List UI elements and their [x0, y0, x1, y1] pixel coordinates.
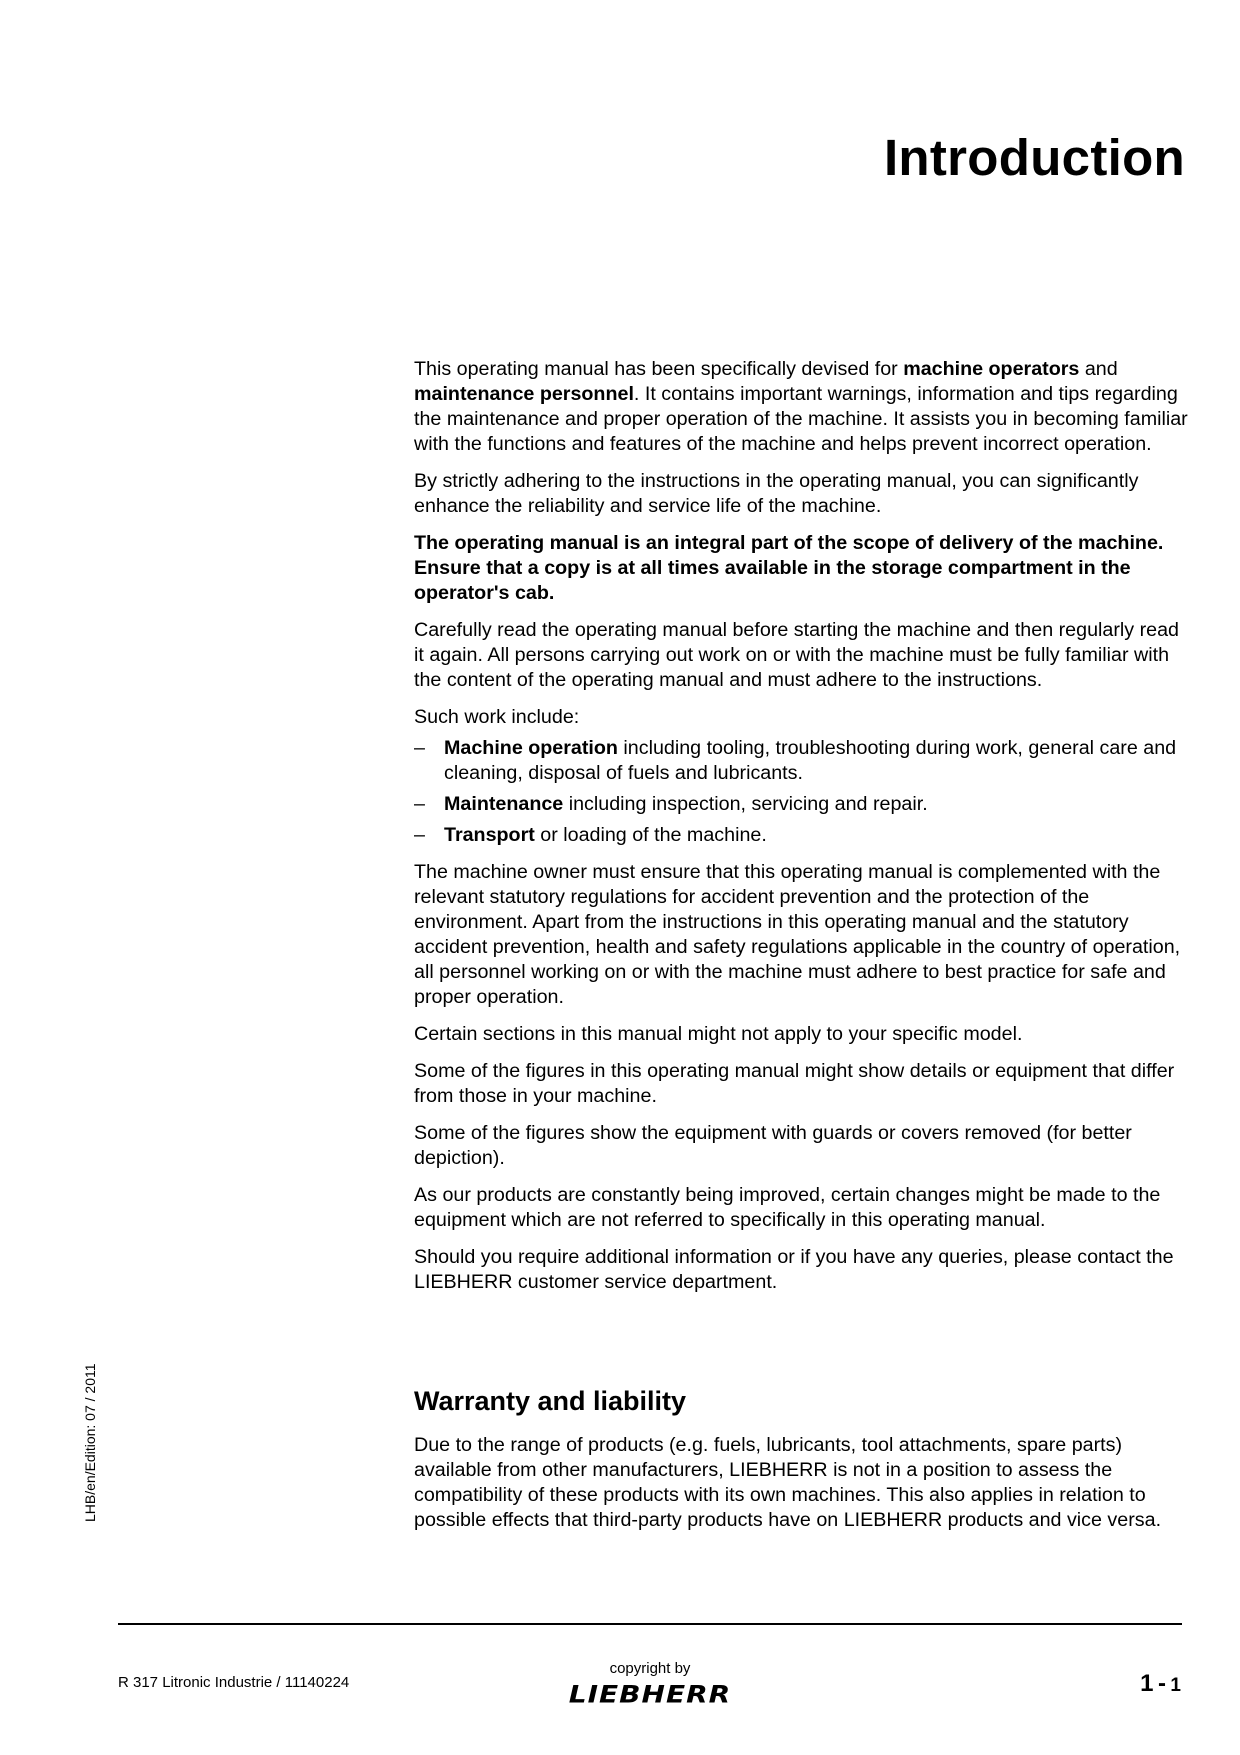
intro-paragraph-1	[414, 357, 1189, 457]
footer-branding	[550, 1660, 750, 1709]
warranty-content	[414, 1433, 1189, 1533]
section-heading-warranty: Warranty and liability	[414, 1386, 687, 1416]
list-item	[414, 736, 1189, 786]
liebherr-logo: LIEBHERR	[568, 1680, 732, 1709]
list-item-text: or loading of the machine.	[534, 824, 767, 846]
list-item-text: including tooling, troubleshooting during work, general care and cleaning, disposal of fuels and lubricants.	[444, 737, 1177, 784]
list-item-bold: Maintenance	[444, 793, 564, 815]
intro-paragraph-5: Such work include:	[414, 706, 580, 728]
intro-paragraph-9: Some of the figures show the equipment with guards or covers removed (for better depiction).	[414, 1122, 1132, 1169]
page-number	[1140, 1670, 1181, 1698]
bullet-dash: –	[414, 737, 425, 759]
p1-bold-maintenance: maintenance personnel	[414, 383, 634, 405]
edition-note: LHB/en/Edition: 07 / 2011	[82, 1363, 98, 1522]
intro-paragraph-11: Should you require additional information or if you have any queries, please contact the LIEBHERR customer service department.	[414, 1246, 1174, 1293]
intro-paragraph-7: Certain sections in this manual might not apply to your specific model.	[414, 1023, 1023, 1045]
work-list	[414, 736, 1189, 848]
p1-text-post: . It contains important warnings, information and tips regarding the maintenance and proper operation of the machine. It assists you in becoming familiar with the functions and features of the machine and helps prevent incorrect operation.	[414, 383, 1188, 455]
list-item-bold: Machine operation	[444, 737, 618, 759]
list-item	[414, 792, 1189, 817]
bullet-dash: –	[414, 824, 425, 846]
page-separator: -	[1157, 1670, 1166, 1697]
intro-paragraph-2: By strictly adhering to the instructions in the operating manual, you can significantly enhance the reliability and service life of the machine.	[414, 470, 1139, 517]
intro-paragraph-4: Carefully read the operating manual before starting the machine and then regularly read it again. All persons carrying out work on or with the machine must be fully familiar with the content of the operating manual and must adhere to the instructions.	[414, 619, 1179, 691]
intro-paragraph-10: As our products are constantly being improved, certain changes might be made to the equipment which are not referred to specifically in this operating manual.	[414, 1184, 1161, 1231]
page-index: 1	[1170, 1675, 1181, 1696]
page-title: Introduction	[883, 129, 1185, 186]
list-item-text: including inspection, servicing and repair.	[563, 793, 928, 815]
intro-content	[414, 357, 1189, 1307]
footer-document-id: R 317 Litronic Industrie / 11140224	[118, 1674, 350, 1691]
intro-paragraph-8: Some of the figures in this operating manual might show details or equipment that differ from those in your machine.	[414, 1060, 1175, 1107]
p1-text-pre: This operating manual has been specifically devised for	[414, 358, 904, 380]
footer-divider	[118, 1623, 1182, 1625]
p1-bold-operators: machine operators	[903, 358, 1080, 380]
list-item-bold: Transport	[444, 824, 535, 846]
p1-text-mid: and	[1079, 358, 1118, 380]
intro-paragraph-6: The machine owner must ensure that this operating manual is complemented with the relevant statutory regulations for accident prevention and the protection of the environment. Apart from the instructions in this operating manual and the statutory accident prevention, health and safety regulations applicable in the country of operation, all personnel working on or with the machine must adhere to best practice for safe and proper operation.	[414, 861, 1181, 1008]
warranty-paragraph-1: Due to the range of products (e.g. fuels, lubricants, tool attachments, spare parts) available from other manufacturers, LIEBHERR is not in a position to assess the compatibility of these products with its own machines. This also applies in relation to possible effects that third-party products have on LIEBHERR products and vice versa.	[414, 1434, 1162, 1531]
copyright-text: copyright by	[609, 1660, 691, 1677]
bullet-dash: –	[414, 793, 425, 815]
chapter-number: 1	[1140, 1670, 1154, 1697]
intro-paragraph-3: The operating manual is an integral part of the scope of delivery of the machine. Ensure that a copy is at all times available in the storage compartment in the operator's cab.	[414, 532, 1164, 604]
list-item	[414, 823, 1189, 848]
